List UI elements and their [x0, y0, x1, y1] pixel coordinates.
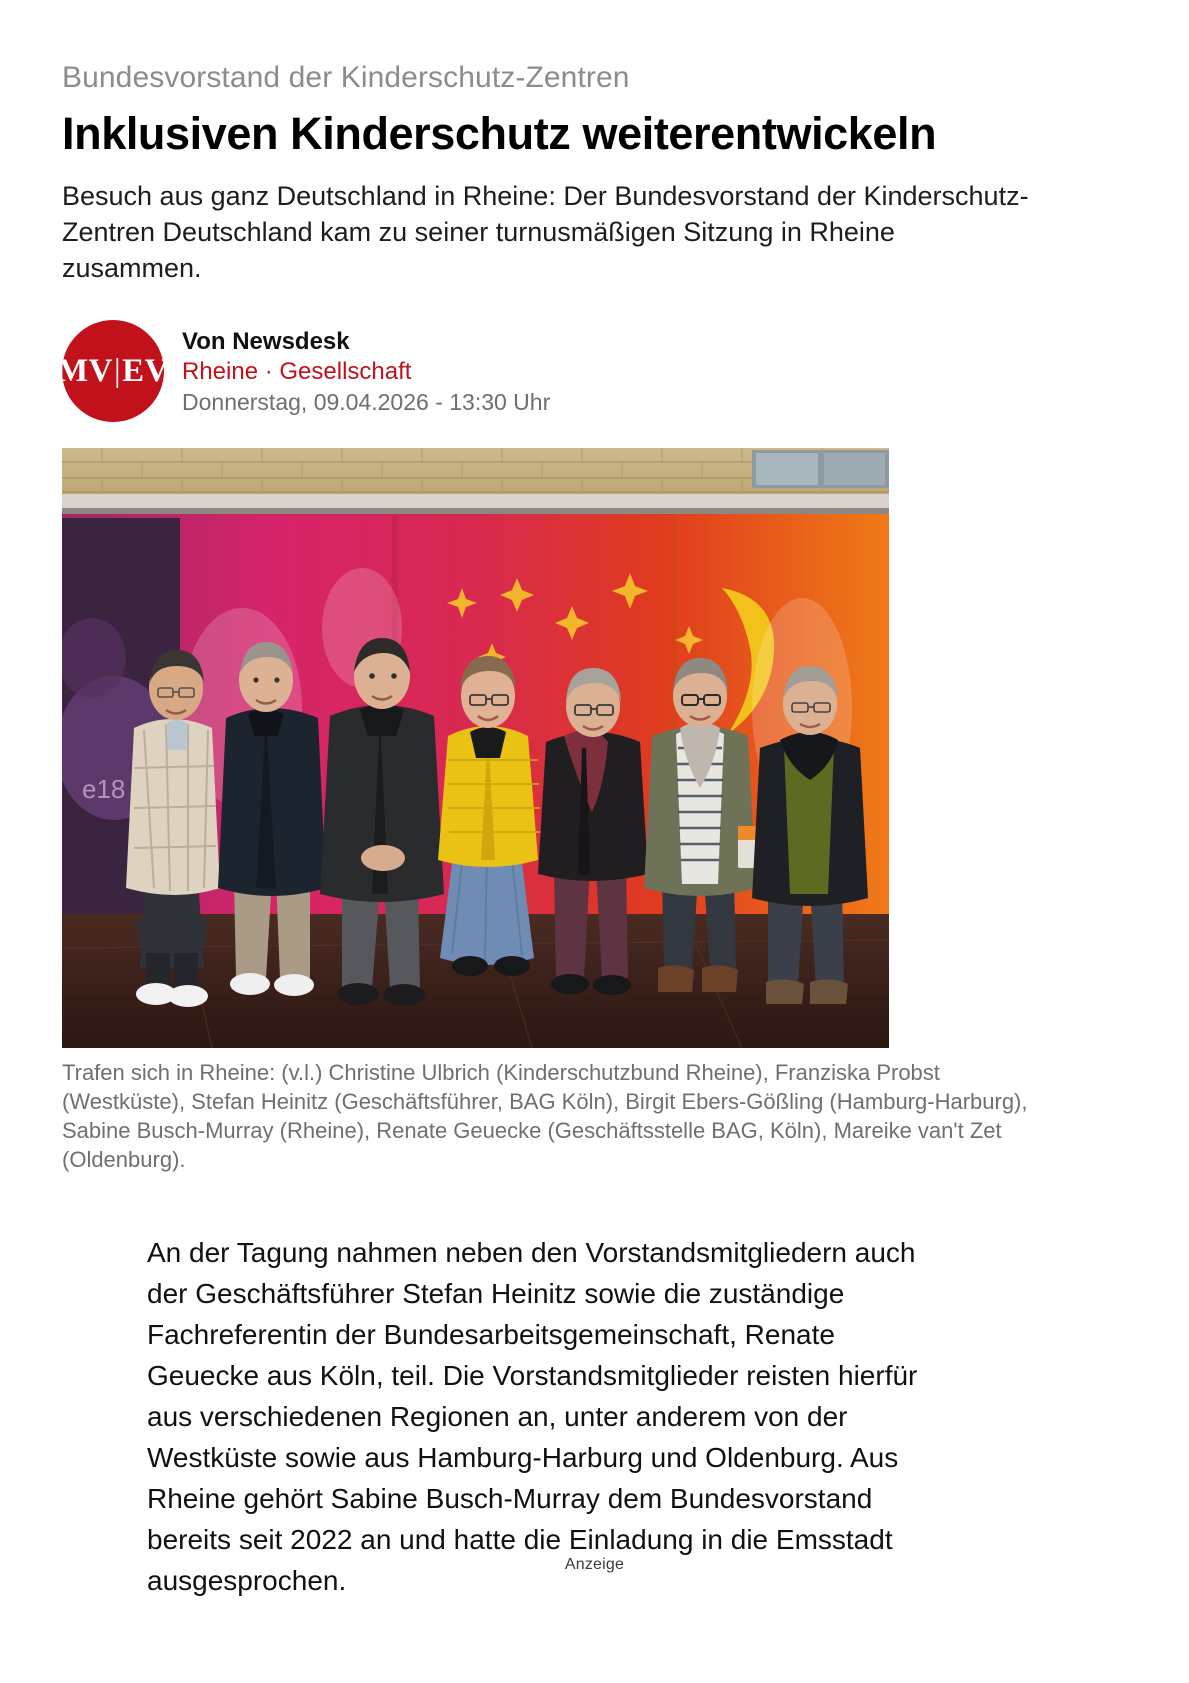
byline	[57, 320, 1062, 422]
publisher-logo[interactable]	[57, 320, 169, 422]
byline-author: Von Newsdesk	[182, 328, 350, 355]
byline-text-block	[182, 320, 550, 417]
article-container	[57, 58, 1062, 1601]
article-photo[interactable]	[62, 448, 889, 1048]
article-body	[62, 1232, 1062, 1601]
logo-initials-right: EV	[122, 352, 169, 389]
ad-label: Anzeige	[564, 1556, 625, 1573]
byline-timestamp: Donnerstag, 09.04.2026 - 13:30 Uhr	[182, 389, 551, 415]
article-figure	[62, 448, 1028, 1174]
publisher-logo-text	[57, 352, 169, 389]
photo-illustration	[62, 448, 889, 1048]
logo-initials-left: MV	[57, 352, 114, 389]
article-teaser: Besuch aus ganz Deutschland in Rheine: Der Bundesvorstand der Kinderschutz-Zentren Deutschland kam zu seiner turnusmäßigen Sitzung in Rheine zusammen.	[62, 181, 1029, 283]
body-paragraph: An der Tagung nahmen neben den Vorstandsmitgliedern auch der Geschäftsführer Stefan Heinitz sowie die zuständige Fachreferentin der Bundesarbeitsgemeinschaft, Renate Geuecke aus Köln, teil. Die Vorstandsmitglieder reisten hierfür aus verschiedenen Regionen an, unter anderem von der Westküste sowie aus Hamburg-Harburg und Oldenburg. Aus Rheine gehört Sabine Busch-Murray dem Bundesvorstand bereits seit 2022 an und hatte die Einladung in die Emsstadt ausgesprochen.	[147, 1237, 918, 1596]
byline-categories[interactable]: Rheine · Gesellschaft	[182, 358, 412, 385]
page-title: Inklusiven Kinderschutz weiterentwickeln	[62, 108, 937, 159]
article-kicker: Bundesvorstand der Kinderschutz-Zentren	[62, 61, 630, 94]
logo-divider: |	[114, 352, 122, 389]
image-caption: Trafen sich in Rheine: (v.l.) Christine Ulbrich (Kinderschutzbund Rheine), Franziska Probst (Westküste), Stefan Heinitz (Geschäftsführer, BAG Köln), Birgit Ebers-Gößling (Hamburg-Harburg), Sabine Busch-Murray (Rheine), Renate Geuecke (Geschäftsstelle BAG, Köln), Mareike van't Zet (Oldenburg).	[62, 1060, 1028, 1172]
svg-text:e18: e18	[82, 774, 126, 804]
